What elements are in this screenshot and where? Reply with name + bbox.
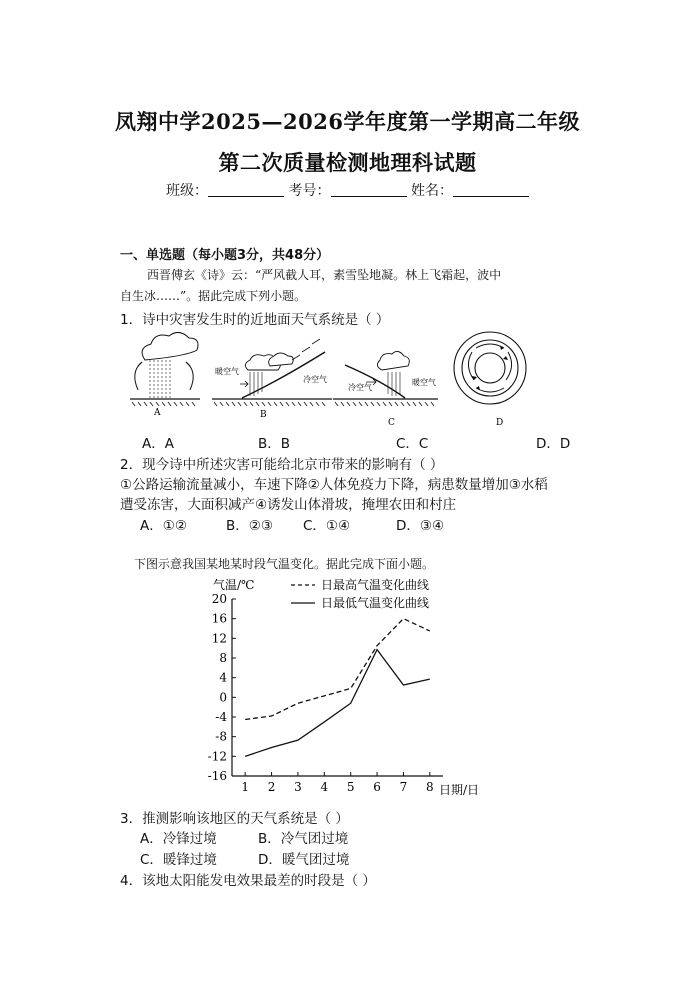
y-tick-label: 12 bbox=[211, 631, 227, 646]
poem-intro-line1: 西晋傅玄《诗》云：“严风截人耳，素雪坠地凝。林上飞霜起，波中 bbox=[147, 268, 502, 282]
q1-option-d[interactable]: D．D bbox=[536, 436, 571, 452]
name-label: 姓名： bbox=[410, 183, 453, 199]
section-heading: 一、单选题（每小题3分，共48分） bbox=[120, 248, 330, 263]
class-blank[interactable] bbox=[208, 182, 284, 197]
chart-intro: 下图示意我国某地某时段气温变化。据此完成下面小题。 bbox=[134, 557, 435, 571]
q3-option-d[interactable]: D．暖气团过境 bbox=[258, 852, 350, 868]
diagram-b bbox=[212, 339, 332, 406]
y-tick-label: 16 bbox=[211, 611, 227, 626]
x-axis-title: 日期/日 bbox=[439, 783, 480, 797]
weather-system-diagrams bbox=[120, 330, 540, 430]
poem-intro-line2: 自生冰……”。据此完成下列小题。 bbox=[120, 289, 307, 303]
question-2-line2: 遭受冻害，大面积减产④诱发山体滑坡，掩埋农田和村庄 bbox=[120, 497, 457, 513]
x-tick-label: 3 bbox=[294, 780, 302, 794]
svg-text:冷空气: 冷空气 bbox=[348, 383, 372, 392]
min-temp-series-line bbox=[245, 650, 430, 757]
y-axis-title: 气温/℃ bbox=[213, 578, 255, 592]
name-blank[interactable] bbox=[453, 182, 529, 197]
q1-option-a[interactable]: A．A bbox=[142, 436, 174, 452]
x-tick-label: 5 bbox=[346, 780, 355, 794]
x-tick-label: 1 bbox=[241, 780, 250, 794]
question-3-stem: 3．推测影响该地区的天气系统是（ ） bbox=[120, 811, 349, 827]
q2-option-d[interactable]: D．③④ bbox=[396, 518, 445, 534]
x-tick-label: 6 bbox=[373, 780, 381, 794]
exam-number-blank[interactable] bbox=[331, 182, 407, 197]
y-tick-label: 8 bbox=[219, 651, 227, 665]
q1-option-b[interactable]: B．B bbox=[258, 436, 291, 452]
diagram-label-a: A bbox=[154, 408, 161, 418]
x-tick-label: 7 bbox=[399, 780, 408, 794]
diagram-d bbox=[454, 332, 526, 404]
q3-option-c[interactable]: C．暖锋过境 bbox=[140, 852, 217, 868]
x-tick-label: 2 bbox=[267, 780, 276, 794]
y-tick-label: -4 bbox=[215, 710, 227, 724]
y-tick-label: 20 bbox=[211, 592, 227, 606]
q1-option-c[interactable]: C．C bbox=[396, 436, 429, 452]
class-label: 班级： bbox=[166, 183, 209, 199]
y-tick-label: -12 bbox=[207, 749, 227, 764]
y-tick-label: 0 bbox=[219, 690, 227, 705]
student-info bbox=[0, 180, 695, 200]
diagram-c bbox=[333, 351, 438, 406]
exam-title-line1: 凤翔中学2025—2026学年度第一学期高二年级 bbox=[115, 109, 580, 134]
exam-title-line2: 第二次质量检测地理科试题 bbox=[218, 150, 477, 175]
legend-min-label: 日最低气温变化曲线 bbox=[321, 596, 430, 610]
question-1-stem: 1．诗中灾害发生时的近地面天气系统是（ ） bbox=[120, 312, 390, 328]
svg-text:冷空气: 冷空气 bbox=[303, 375, 327, 384]
diagram-label-d: D bbox=[496, 418, 504, 428]
x-tick-label: 8 bbox=[425, 780, 434, 794]
y-tick-label: 4 bbox=[219, 670, 227, 685]
diagram-label-b: B bbox=[260, 410, 267, 420]
q2-option-c[interactable]: C．①④ bbox=[303, 518, 351, 534]
max-temp-series-line bbox=[245, 619, 430, 720]
q3-option-a[interactable]: A．冷锋过境 bbox=[140, 831, 217, 847]
question-2-line1: ①公路运输流量减小，车速下降②人体免疫力下降，病患数量增加③水稻 bbox=[120, 477, 548, 493]
q2-option-b[interactable]: B．②③ bbox=[226, 518, 273, 534]
q3-option-b[interactable]: B．冷气团过境 bbox=[258, 831, 349, 847]
question-2-stem: 2．现今诗中所述灾害可能给北京市带来的影响有（ ） bbox=[120, 457, 444, 473]
y-tick-label: -8 bbox=[215, 729, 227, 744]
temperature-chart bbox=[195, 574, 505, 806]
svg-text:暖空气: 暖空气 bbox=[412, 378, 436, 387]
diagram-label-c: C bbox=[388, 418, 395, 428]
q2-option-a[interactable]: A．①② bbox=[140, 518, 187, 534]
legend-max-label: 日最高气温变化曲线 bbox=[321, 578, 430, 592]
question-4-stem: 4．该地太阳能发电效果最差的时段是（ ） bbox=[120, 873, 376, 889]
svg-text:暖空气: 暖空气 bbox=[215, 367, 239, 376]
y-tick-label: -16 bbox=[207, 769, 227, 783]
x-tick-label: 4 bbox=[320, 780, 329, 794]
diagram-a bbox=[130, 332, 200, 406]
exam-number-label: 考号： bbox=[288, 183, 331, 199]
